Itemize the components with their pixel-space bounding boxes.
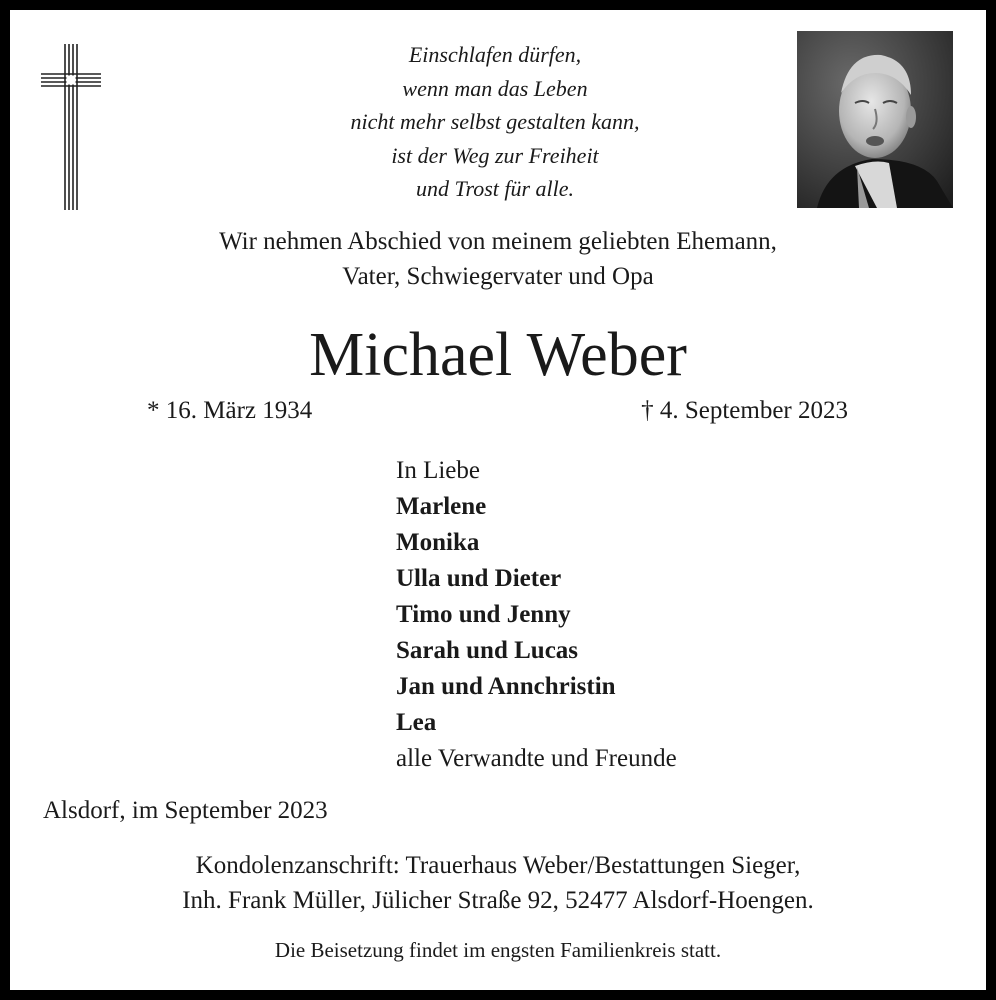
mourner-name: Timo und Jenny (396, 601, 571, 628)
mourners-list (396, 453, 677, 777)
birth-date: * 16. März 1934 (147, 397, 313, 424)
poem-line: Einschlafen dürfen, (408, 42, 582, 67)
deceased-name: Michael Weber (309, 321, 687, 389)
mourner-name: Monika (396, 529, 480, 556)
mourner-name: Jan und Annchristin (396, 673, 616, 700)
farewell-intro (10, 224, 986, 294)
intro-line: Vater, Schwiegervater und Opa (342, 263, 654, 290)
contact-line: Kondolenzanschrift: Trauerhaus Weber/Bestattungen Sieger, (195, 852, 801, 879)
place-and-date: Alsdorf, im September 2023 (43, 797, 328, 824)
burial-note: Die Beisetzung findet im engsten Familienkreis statt. (274, 938, 722, 962)
poem-line: ist der Weg zur Freiheit (391, 142, 599, 168)
mourner-name: Marlene (396, 493, 487, 520)
intro-line: Wir nehmen Abschied von meinem geliebten Ehemann, (219, 228, 777, 255)
poem-line: und Trost für alle. (415, 176, 575, 201)
portrait-photo (797, 31, 953, 208)
death-date: † 4. September 2023 (641, 397, 848, 424)
poem-line: wenn man das Leben (402, 75, 588, 101)
poem (250, 38, 740, 206)
contact-line: Inh. Frank Müller, Jülicher Straße 92, 52477 Alsdorf-Hoengen. (182, 887, 814, 914)
mourner-name: Ulla und Dieter (396, 565, 562, 592)
obituary-card (10, 10, 986, 990)
mourners-closing: alle Verwandte und Freunde (396, 745, 677, 772)
mourner-name: Lea (396, 709, 437, 736)
mourners-opening: In Liebe (396, 457, 480, 484)
cross-icon (41, 44, 101, 210)
condolence-address (10, 848, 986, 918)
poem-line: nicht mehr selbst gestalten kann, (350, 109, 640, 134)
mourner-name: Sarah und Lucas (396, 637, 579, 664)
